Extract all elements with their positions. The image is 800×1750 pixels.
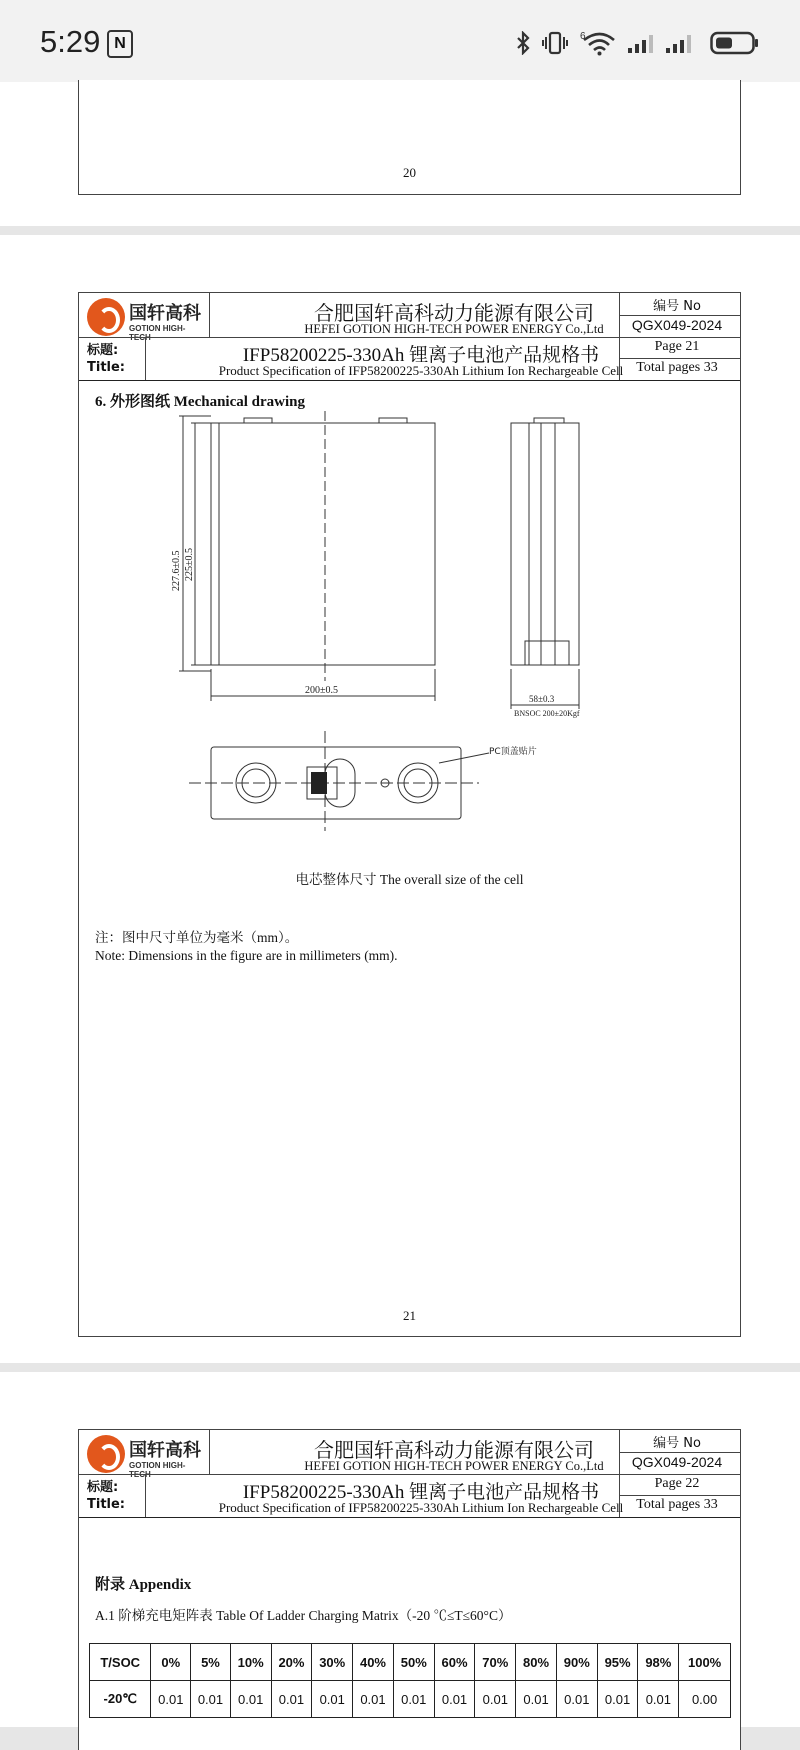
table-cell: 0.00 — [679, 1681, 731, 1718]
page-number: 21 — [403, 1308, 416, 1323]
table-header: 90% — [556, 1644, 597, 1681]
gotion-logo-icon — [87, 298, 125, 336]
logo-subtext: GOTION HIGH- — [129, 324, 186, 333]
table-header: 100% — [679, 1644, 731, 1681]
table-cell: -20℃ — [90, 1681, 151, 1718]
company-name-cn: 合肥国轩高科动力能源有限公司 — [314, 1438, 594, 1462]
table-cell: 0.01 — [475, 1681, 516, 1718]
table-cell: 0.01 — [353, 1681, 394, 1718]
table-header: 60% — [434, 1644, 475, 1681]
page-header — [79, 1430, 740, 1518]
page-header — [79, 293, 740, 381]
pc-label: PC顶盖贴片 — [489, 747, 537, 757]
note-cn: 注：图中尺寸单位为毫米（mm）。 — [95, 930, 299, 945]
company-name-en: HEFEI GOTION HIGH-TECH POWER ENERGY Co.,Ltd — [304, 322, 604, 336]
table-cell: 0.01 — [434, 1681, 475, 1718]
table-cell: 0.01 — [230, 1681, 271, 1718]
doc-number: QGX049-2024 — [631, 317, 723, 333]
status-time: 5:29 — [40, 24, 101, 59]
table-header: 20% — [271, 1644, 312, 1681]
bnsoc-label: BNSOC 200±20Kgf — [514, 709, 580, 718]
doc-no-label: 编号 No — [653, 1436, 701, 1451]
table-cell: 0.01 — [191, 1681, 231, 1718]
table-cell: 0.01 — [597, 1681, 638, 1718]
title-label: 标题: Title: — [87, 1480, 126, 1512]
company-name-cn: 合肥国轩高科动力能源有限公司 — [314, 301, 594, 325]
vibrate-icon — [542, 31, 568, 55]
doc-no-label: 编号 No — [653, 299, 701, 314]
table-row — [90, 1681, 731, 1718]
mechanical-drawing — [139, 411, 699, 851]
table-header: 0% — [151, 1644, 191, 1681]
table-cell: 0.01 — [556, 1681, 597, 1718]
table-header-row — [90, 1644, 731, 1681]
wifi-icon — [580, 30, 616, 56]
table-header: T/SOC — [90, 1644, 151, 1681]
table-cell: 0.01 — [271, 1681, 312, 1718]
table-header: 10% — [230, 1644, 271, 1681]
appendix-title: 附录 Appendix — [95, 1577, 192, 1593]
gotion-logo-icon — [87, 1435, 125, 1473]
table-header: 40% — [353, 1644, 394, 1681]
gotion-logo — [85, 1434, 205, 1474]
total-pages: Total pages 33 — [636, 1497, 718, 1512]
page-label: Page 22 — [654, 1476, 700, 1491]
table-header: 95% — [597, 1644, 638, 1681]
table-cell: 0.01 — [312, 1681, 353, 1718]
table-title: A.1 阶梯充电矩阵表 Table Of Ladder Charging Matrix（-20 ℃≤T≤60°C） — [95, 1608, 512, 1623]
logo-text: 国轩高科 — [129, 303, 201, 324]
table-header: 50% — [393, 1644, 434, 1681]
gotion-logo — [85, 297, 205, 337]
table-cell: 0.01 — [393, 1681, 434, 1718]
doc-title-en: Product Specification of IFP58200225-330Ah Lithium Ion Rechargeable Cell — [218, 363, 624, 378]
note-en: Note: Dimensions in the figure are in millimeters (mm). — [95, 948, 398, 963]
page-number: 20 — [403, 165, 416, 180]
dim-height-total: 227.6±0.5 — [171, 550, 182, 591]
nfc-icon: N — [107, 30, 133, 58]
table-header: 80% — [516, 1644, 557, 1681]
network-type-label: 6 — [580, 31, 586, 42]
table-cell: 0.01 — [151, 1681, 191, 1718]
status-bar — [0, 0, 800, 82]
bluetooth-icon — [516, 31, 530, 55]
document-page-22 — [0, 1372, 800, 1727]
dim-width: 200±0.5 — [305, 685, 338, 696]
page-label: Page 21 — [654, 339, 700, 354]
logo-text: 国轩高科 — [129, 1440, 201, 1461]
drawing-caption: 电芯整体尺寸 The overall size of the cell — [295, 872, 524, 887]
table-header: 30% — [312, 1644, 353, 1681]
table-cell: 0.01 — [516, 1681, 557, 1718]
doc-title-cn: IFP58200225-330Ah 锂离子电池产品规格书 — [242, 345, 600, 366]
dim-height-body: 225±0.5 — [184, 548, 195, 581]
table-header: 70% — [475, 1644, 516, 1681]
document-page-20 — [0, 82, 800, 226]
doc-title-cn: IFP58200225-330Ah 锂离子电池产品规格书 — [242, 1482, 600, 1503]
table-header: 5% — [191, 1644, 231, 1681]
document-page-21 — [0, 235, 800, 1363]
signal-icon — [628, 31, 698, 55]
doc-title-en: Product Specification of IFP58200225-330Ah Lithium Ion Rechargeable Cell — [218, 1500, 624, 1515]
doc-number: QGX049-2024 — [631, 1454, 723, 1470]
section-title: 6. 外形图纸 Mechanical drawing — [95, 394, 305, 410]
table-header: 98% — [638, 1644, 679, 1681]
logo-subtext: GOTION HIGH- — [129, 1461, 186, 1470]
ladder-charging-matrix — [89, 1643, 731, 1718]
table-cell: 0.01 — [638, 1681, 679, 1718]
battery-icon — [710, 30, 760, 56]
dim-thickness: 58±0.3 — [529, 694, 555, 704]
total-pages: Total pages 33 — [636, 360, 718, 375]
title-label: 标题: Title: — [87, 343, 126, 375]
company-name-en: HEFEI GOTION HIGH-TECH POWER ENERGY Co.,Ltd — [304, 1459, 604, 1473]
